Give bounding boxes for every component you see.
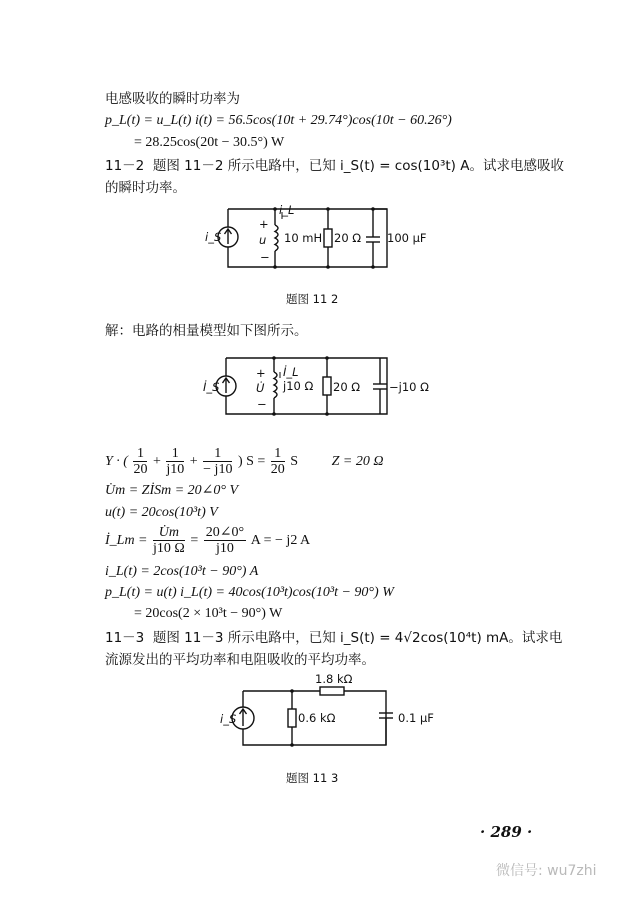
resistor-20-symbol <box>324 229 332 247</box>
problem-11-3-text: 题图 11－3 所示电路中，已知 i_S(t) = 4√2cos(10⁴t) mA。试求电 <box>152 630 563 646</box>
inductor-10mh-symbol <box>275 225 278 251</box>
label-capacitor-11-2: 100 μF <box>387 231 427 245</box>
intro-heading: 电感吸收的瞬时功率为 <box>105 91 240 107</box>
label-minus-phasor: − <box>257 397 267 411</box>
label-inductor-11-2: 10 mH <box>284 231 323 245</box>
caption-11-2: 题图 11 2 <box>286 292 339 306</box>
label-source-phasor: İ_S <box>203 380 220 394</box>
label-r1-11-3: 1.8 kΩ <box>315 672 353 686</box>
label-capacitor-phasor: −j10 Ω <box>389 380 429 394</box>
solution-intro: 解：电路的相量模型如下图所示。 <box>105 323 308 339</box>
resistor-0-6k-symbol <box>288 709 296 727</box>
equation-power-2: = 20cos(2 × 10³t − 90°) W <box>134 606 283 621</box>
label-capacitor-11-3: 0.1 μF <box>398 711 434 725</box>
label-plus-11-2: + <box>259 217 269 231</box>
label-resistor-phasor: 20 Ω <box>333 380 361 394</box>
label-u-11-2: u <box>259 233 267 247</box>
problem-11-2-text: 题图 11－2 所示电路中，已知 i_S(t) = cos(10³t) A。试求电感吸收 <box>152 158 564 174</box>
problem-11-2-line-2: 的瞬时功率。 <box>105 180 186 196</box>
label-inductor-phasor: j10 Ω <box>283 379 314 393</box>
problem-11-3-number: 11－3 <box>105 630 145 646</box>
equation-voltage-time: u(t) = 20cos(10³t) V <box>105 505 218 520</box>
inductor-j10-symbol <box>274 372 277 398</box>
intro-equation-2: = 28.25cos(20t − 30.5°) W <box>134 135 285 150</box>
label-u-phasor: U̇ <box>256 381 265 395</box>
watermark: 微信号: wu7zhi <box>496 863 597 879</box>
label-source-11-3: i_S <box>220 712 237 726</box>
equation-admittance: Y · ( $\frac{1}{20}$ + $\frac{1}{j10}$ + $\frac{1}{- j10}$ ) S = $\frac{1}{20}$ S Z = 20 Ω <box>105 446 384 478</box>
problem-11-3-line-2: 流源发出的平均功率和电阻吸收的平均功率。 <box>105 652 375 668</box>
equation-voltage-phasor: U̇m = ZİSm = 20∠0° V <box>105 483 239 498</box>
label-il-phasor: İ_L <box>283 365 299 379</box>
label-source-11-2: i_S <box>205 230 222 244</box>
equation-current-phasor: İ_Lm = $\frac{U̇m}{j10 \Omega}$ = $\frac{20\angle 0^\circ}{j10}$ A = − j2 A <box>105 525 311 557</box>
label-il-11-2: i_L <box>279 203 295 217</box>
equation-current-time: i_L(t) = 2cos(10³t − 90°) A <box>105 564 259 579</box>
page-number: · 289 · <box>480 823 533 841</box>
resistor-1-8k-symbol <box>320 687 344 695</box>
intro-equation-1: p_L(t) = u_L(t) i(t) = 56.5cos(10t + 29.74°)cos(10t − 60.26°) <box>105 113 452 128</box>
resistor-20-phasor-symbol <box>323 377 331 395</box>
label-plus-phasor: + <box>256 366 266 380</box>
label-r2-11-3: 0.6 kΩ <box>298 711 336 725</box>
label-minus-11-2: − <box>260 250 270 264</box>
problem-11-2-number: 11－2 <box>105 158 145 174</box>
label-resistor-11-2: 20 Ω <box>334 231 362 245</box>
equation-power-1: p_L(t) = u(t) i_L(t) = 40cos(10³t)cos(10³t − 90°) W <box>105 585 394 600</box>
caption-11-3: 题图 11 3 <box>286 771 339 785</box>
